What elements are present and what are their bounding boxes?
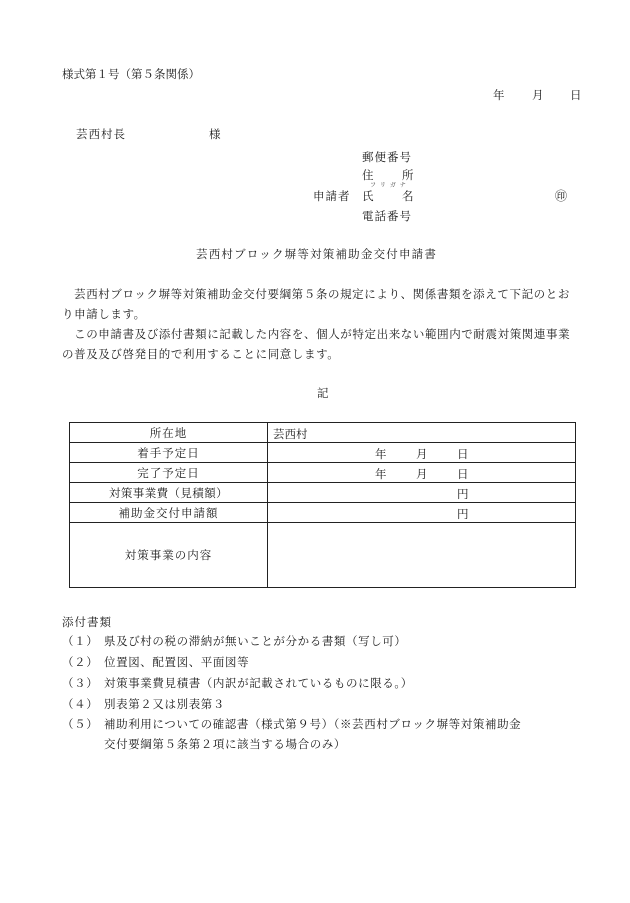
start-date-cell	[268, 443, 576, 463]
date-year-label: 年	[493, 88, 505, 102]
attachment-text: 位置図、配置図、平面図等	[104, 655, 250, 669]
table-row	[70, 483, 576, 503]
grant-amount-label: 補助金交付申請額	[70, 503, 268, 523]
attachment-text: 県及び村の税の滞納が無いことが分かる書類（写し可）	[104, 634, 407, 648]
attachment-number: （３）	[62, 676, 99, 690]
project-cost-label: 対策事業費（見積額）	[70, 483, 268, 503]
location-value: 芸西村	[273, 427, 308, 441]
address-label-second: 所	[402, 168, 414, 182]
attachment-number: （１）	[62, 634, 99, 648]
attachment-item	[62, 714, 521, 734]
grant-amount-cell	[268, 503, 576, 523]
address-label-first: 住	[362, 168, 374, 182]
body-paragraph-1: 芸西村ブロック塀等対策補助金交付要綱第５条の規定により、関係書類を添えて下記のとおり申請します。	[62, 287, 570, 321]
end-day-label: 日	[457, 467, 469, 481]
document-title: 芸西村ブロック塀等対策補助金交付申請書	[196, 247, 438, 261]
attachment-number: （２）	[62, 655, 99, 669]
table-row	[70, 443, 576, 463]
table-row	[70, 503, 576, 523]
applicant-label: 申請者	[313, 189, 351, 203]
attachment-item	[62, 673, 413, 693]
table-row	[70, 523, 576, 588]
attachment-item	[62, 694, 225, 714]
postal-code-label: 郵便番号	[362, 150, 412, 164]
attachments-heading: 添付書類	[62, 615, 112, 629]
project-cost-yen: 円	[457, 487, 469, 501]
project-content-cell	[268, 523, 576, 588]
attachment-text: 別表第２又は別表第３	[104, 697, 225, 711]
name-furigana: フ リ ガ ナ	[370, 182, 407, 189]
start-year-label: 年	[375, 447, 387, 461]
attachment-number: （５）	[62, 717, 99, 731]
project-cost-cell	[268, 483, 576, 503]
body-paragraph-2: この申請書及び添付書類に記載した内容を、個人が特定出来ない範囲内で耐震対策関連事業の普及及び啓発目的で利用することに同意します。	[62, 327, 571, 361]
start-month-label: 月	[416, 447, 428, 461]
project-content-label: 対策事業の内容	[70, 523, 268, 588]
attachment-item-continuation: 交付要綱第５条第２項に該当する場合のみ）	[104, 737, 346, 751]
location-label: 所在地	[70, 423, 268, 443]
form-number: 様式第１号（第５条関係）	[62, 67, 200, 81]
phone-label: 電話番号	[362, 209, 412, 223]
attachment-text: 対策事業費見積書（内訳が記載されているものに限る。）	[104, 676, 413, 690]
attachment-item	[62, 631, 407, 651]
date-month-label: 月	[532, 88, 544, 102]
grant-amount-yen: 円	[457, 507, 469, 521]
table-row	[70, 423, 576, 443]
attachment-number: （４）	[62, 697, 99, 711]
end-year-label: 年	[375, 467, 387, 481]
end-month-label: 月	[416, 467, 428, 481]
name-label-first: 氏	[362, 189, 374, 203]
ki-heading: 記	[317, 386, 329, 400]
start-date-label: 着手予定日	[70, 443, 268, 463]
seal-mark: ㊞	[555, 189, 568, 203]
attachment-item	[62, 652, 249, 672]
name-label-second: 名	[402, 189, 414, 203]
attachment-text: 補助利用についての確認書（様式第９号）（※芸西村ブロック塀等対策補助金	[104, 717, 522, 731]
end-date-label: 完了予定日	[70, 463, 268, 483]
end-date-cell	[268, 463, 576, 483]
addressee-honorific: 様	[209, 127, 221, 141]
application-details-table	[69, 422, 576, 588]
start-day-label: 日	[457, 447, 469, 461]
date-day-label: 日	[570, 88, 582, 102]
table-row	[70, 463, 576, 483]
addressee-title: 芸西村長	[76, 127, 126, 141]
location-value-cell	[268, 423, 576, 443]
